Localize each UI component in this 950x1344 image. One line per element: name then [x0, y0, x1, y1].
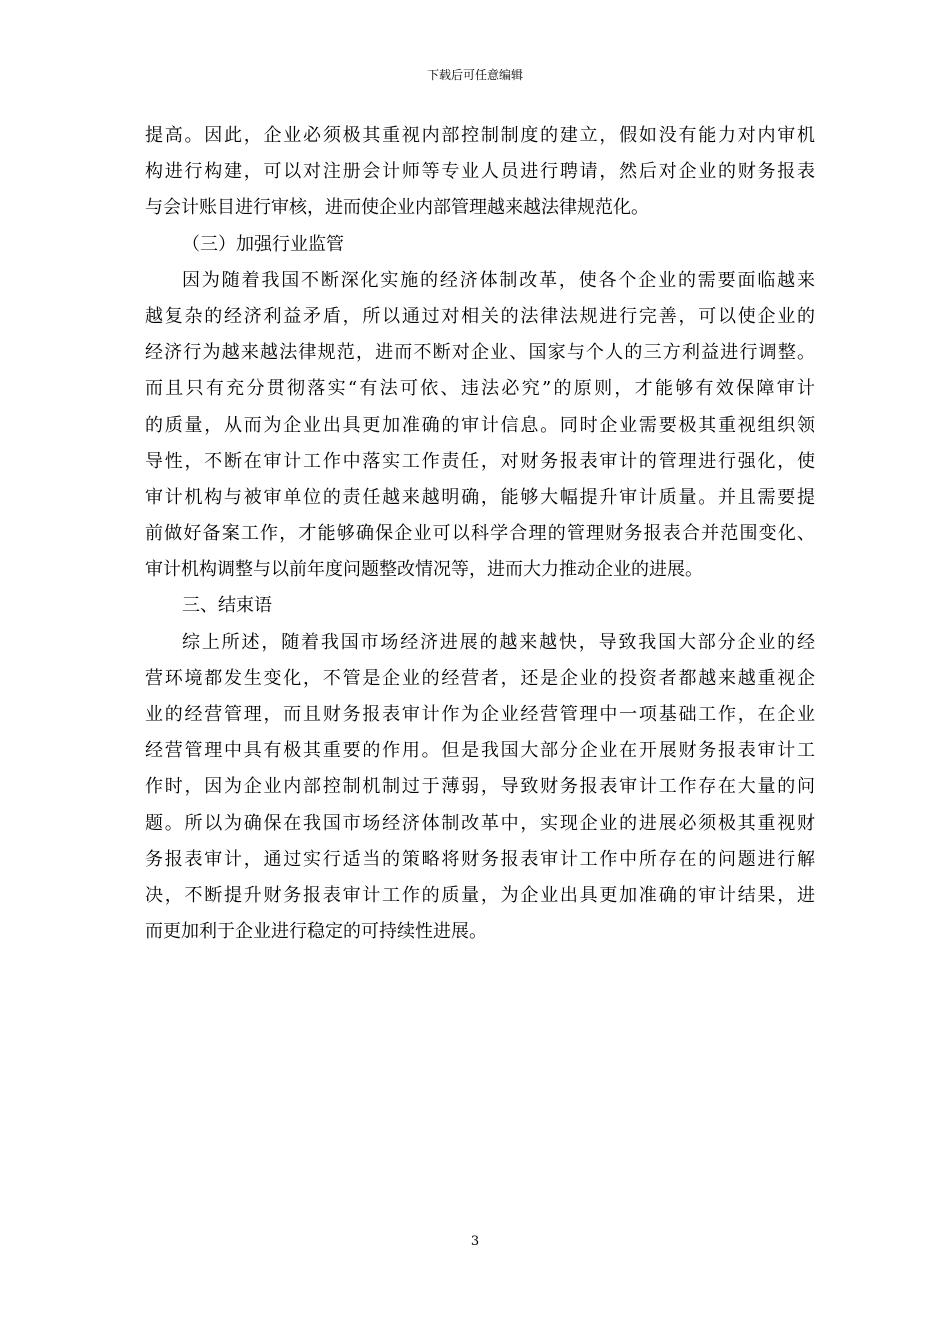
section-heading: （三）加强行业监管 — [182, 233, 344, 255]
text-line: 而更加利于企业进行稳定的可持续性进展。 — [145, 921, 487, 943]
text-line: 经济行为越来越法律规范，进而不断对企业、国家与个人的三方利益进行调整。 — [145, 342, 815, 364]
text-line: 作时，因为企业内部控制机制过于薄弱，导致财务报表审计工作存在大量的问 — [145, 776, 815, 798]
section-heading: 三、结束语 — [182, 595, 272, 617]
text-line: 越复杂的经济利益矛盾，所以通过对相关的法律法规进行完善，可以使企业的 — [145, 305, 815, 327]
page-header: 下载后可任意编辑 — [426, 68, 523, 82]
text-line: 审计机构与被审单位的责任越来越明确，能够大幅提升审计质量。并且需要提 — [145, 486, 815, 508]
text-line: 前做好备案工作，才能够确保企业可以科学合理的管理财务报表合并范围变化、 — [145, 523, 815, 545]
text-line: 业的经营管理，而且财务报表审计作为企业经营管理中一项基础工作，在企业 — [145, 704, 815, 725]
text-line: 构进行构建，可以对注册会计师等专业人员进行聘请，然后对企业的财务报表 — [145, 161, 815, 183]
text-line: 题。所以为确保在我国市场经济体制改革中，实现企业的进展必须极其重视财 — [145, 812, 815, 834]
text-line: 务报表审计，通过实行适当的策略将财务报表审计工作中所存在的问题进行解 — [145, 848, 815, 870]
text-line: 经营管理中具有极其重要的作用。但是我国大部分企业在开展财务报表审计工 — [145, 740, 815, 762]
page-number: 3 — [470, 1234, 480, 1249]
document-body — [145, 118, 815, 950]
text-line: 提高。因此，企业必须极其重视内部控制制度的建立，假如没有能力对内审机 — [145, 125, 815, 146]
text-line: 的质量，从而为企业出具更加准确的审计信息。同时企业需要极其重视组织领 — [145, 414, 815, 436]
text-line: 决，不断提升财务报表审计工作的质量，为企业出具更加准确的审计结果，进 — [145, 884, 815, 906]
text-line: 而且只有充分贯彻落实“有法可依、违法必究”的原则，才能够有效保障审计 — [145, 378, 815, 400]
text-line: 综上所述，随着我国市场经济进展的越来越快，导致我国大部分企业的经 — [182, 631, 815, 653]
text-line: 导性，不断在审计工作中落实工作责任，对财务报表审计的管理进行强化，使 — [145, 450, 815, 472]
text-line: 审计机构调整与以前年度问题整改情况等，进而大力推动企业的进展。 — [145, 559, 703, 581]
text-line: 与会计账目进行审核，进而使企业内部管理越来越法律规范化。 — [145, 197, 649, 219]
text-line: 营环境都发生变化，不管是企业的经营者，还是企业的投资者都越来越重视企 — [145, 667, 815, 689]
text-line: 因为随着我国不断深化实施的经济体制改革，使各个企业的需要面临越来 — [182, 269, 815, 291]
